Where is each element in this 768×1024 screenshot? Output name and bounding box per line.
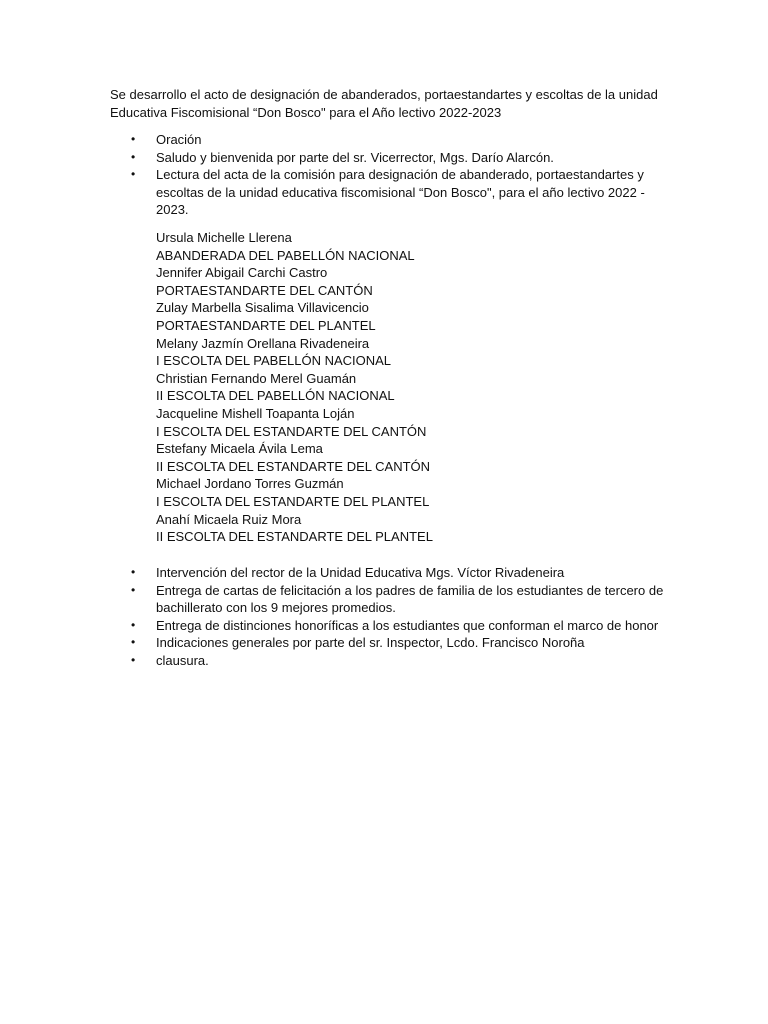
student-name: Ursula Michelle Llerena	[156, 230, 292, 245]
agenda-item	[110, 564, 670, 582]
bullet-icon: •	[131, 652, 136, 667]
bullet-icon: •	[131, 149, 136, 164]
agenda-item	[110, 131, 670, 149]
designation-title: I ESCOLTA DEL ESTANDARTE DEL PLANTEL	[156, 493, 430, 509]
student-name: Melany Jazmín Orellana Rivadeneira	[156, 335, 370, 351]
designation-title: ABANDERADA DEL PABELLÓN NACIONAL	[156, 247, 415, 263]
student-name: Anahí Micaela Ruiz Mora	[156, 511, 302, 527]
student-name: Estefany Micaela Ávila Lema	[156, 441, 323, 457]
agenda-item	[110, 149, 670, 167]
agenda-item-text: Lectura del acta de la comisión para designación de abanderado, portaestandartes y escoltas de la unidad educativa fiscomisional “Don Bosco", para el año lectivo 2022 - 2023.	[156, 167, 645, 217]
designation-title: I ESCOLTA DEL ESTANDARTE DEL CANTÓN	[156, 423, 427, 439]
designation-title: I ESCOLTA DEL PABELLÓN NACIONAL	[156, 353, 392, 369]
bullet-icon: •	[131, 617, 136, 632]
designation-title: II ESCOLTA DEL PABELLÓN NACIONAL	[156, 388, 395, 404]
agenda-list-first	[110, 131, 670, 219]
designation-title: II ESCOLTA DEL ESTANDARTE DEL CANTÓN	[156, 458, 431, 474]
agenda-list-second	[110, 564, 670, 669]
agenda-item	[110, 166, 670, 219]
designation-title: PORTAESTANDARTE DEL PLANTEL	[156, 317, 376, 333]
agenda-item	[110, 582, 670, 617]
agenda-item-text: Entrega de cartas de felicitación a los padres de familia de los estudiantes de tercero de bachillerato con los 9 mejores promedios.	[156, 582, 664, 615]
agenda-item	[110, 617, 670, 635]
agenda-item-text: Intervención del rector de la Unidad Educativa Mgs. Víctor Rivadeneira	[156, 565, 565, 580]
agenda-item-text: clausura.	[156, 652, 209, 668]
agenda-item-text: Entrega de distinciones honoríficas a los estudiantes que conforman el marco de honor	[156, 617, 659, 633]
bullet-icon: •	[131, 582, 136, 597]
bullet-icon: •	[131, 167, 136, 181]
bullet-icon: •	[131, 635, 136, 649]
student-name: Jacqueline Mishell Toapanta Loján	[156, 405, 355, 421]
agenda-item	[110, 634, 670, 652]
agenda-item-text: Saludo y bienvenida por parte del sr. Vicerrector, Mgs. Darío Alarcón.	[156, 149, 554, 165]
student-name: Zulay Marbella Sisalima Villavicencio	[156, 300, 369, 316]
bullet-icon: •	[131, 565, 136, 579]
intro-paragraph: Se desarrollo el acto de designación de abanderados, portaestandartes y escoltas de la unidad Educativa Fiscomisional “Don Bosco" para el Año lectivo 2022-2023	[110, 87, 658, 120]
agenda-item	[110, 652, 670, 670]
designation-list	[156, 229, 676, 546]
designation-title: II ESCOLTA DEL ESTANDARTE DEL PLANTEL	[156, 529, 433, 545]
agenda-item-text: Oración	[156, 132, 202, 147]
agenda-item-text: Indicaciones generales por parte del sr. Inspector, Lcdo. Francisco Noroña	[156, 635, 585, 650]
designation-title: PORTAESTANDARTE DEL CANTÓN	[156, 282, 373, 298]
bullet-icon: •	[131, 132, 136, 146]
student-name: Christian Fernando Merel Guamán	[156, 370, 357, 386]
student-name: Jennifer Abigail Carchi Castro	[156, 265, 328, 281]
student-name: Michael Jordano Torres Guzmán	[156, 476, 344, 492]
